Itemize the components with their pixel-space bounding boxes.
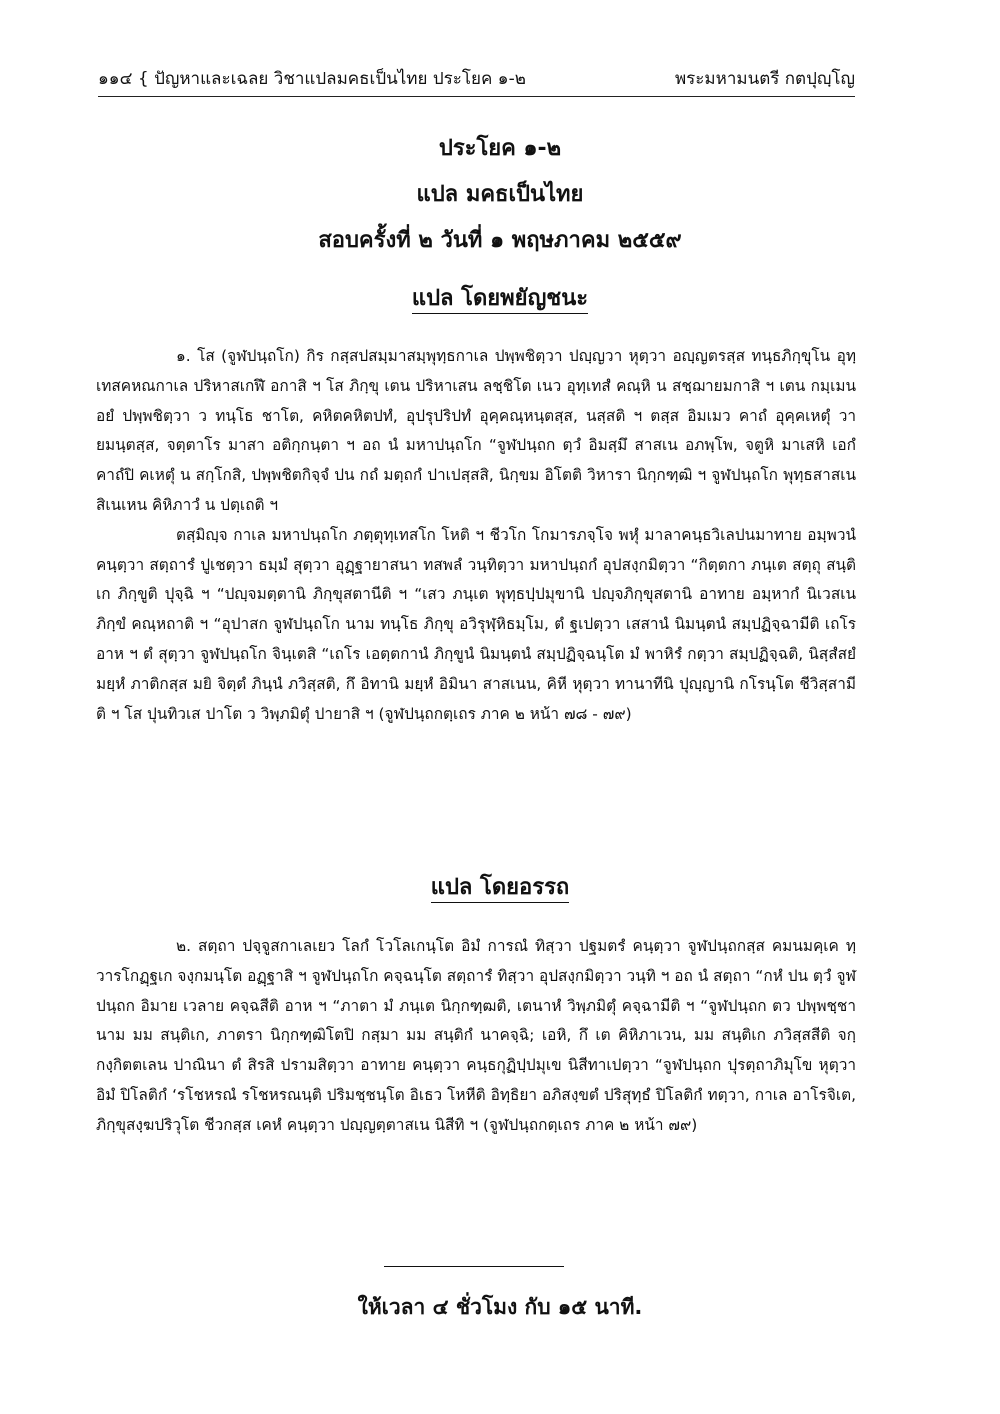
section-heading-literal — [0, 281, 1000, 317]
meaning-passage — [96, 932, 856, 1141]
literal-passage — [96, 342, 856, 729]
time-allowance: ให้เวลา ๔ ชั่วโมง กับ ๑๕ นาที. — [357, 1295, 643, 1319]
passage-paragraph-3: ๒. สตฺถา ปจฺจูสกาเลเยว โลกํ โวโลเกนฺโต อิมํ การณํ ทิสฺวา ปฐมตรํ คนฺตฺวา จูฬปนฺถกสฺส คมนมคฺเค ทฺวารโกฏฺฐเก จงฺกมนฺโต อฏฺฐาสิ ฯ จูฬปนฺถโก คจฺฉนฺโต สตฺถารํ ทิสฺวา อุปสงฺกมิตฺวา วนฺทิ ฯ อถ นํ สตฺถา “กหํ ปน ตฺวํ จูฬปนฺถก อิมาย เวลาย คจฺฉสีติ อาห ฯ “ภาตา มํ ภนฺเต นิกฺกฑฺฒติ, เตนาหํ วิพฺภมิตุํ คจฺฉามีติ ฯ “จูฬปนฺถก ตว ปพฺพชฺชา นาม มม สนฺติเก, ภาตรา นิกฺกฑฺฒิโตปิ กสฺมา มม สนฺติกํ นาคจฺฉิ; เอหิ, กึ เต คิหิภาเวน, มม สนฺติเก ภวิสฺสสีติ จกฺกงฺกิตตเลน ปาณินา ตํ สิรสิ ปรามสิตฺวา อาทาย คนฺตฺวา คนฺธกุฏิปฺปมุเข นิสีทาเปตฺวา “จูฬปนฺถก ปุรตฺถาภิมุโข หุตฺวา อิมํ ปิโลติกํ ‘รโชหรณํ รโชหรณนฺติ ปริมชฺชนฺโต อิเธว โหหีติ อิทฺธิยา อภิสงฺขตํ ปริสุทฺธํ ปิโลติกํ ทตฺวา, กาเล อาโรจิเต, ภิกฺขุสงฺฆปริวุโต ชีวกสฺส เคหํ คนฺตฺวา ปญฺญตฺตาสเน นิสีทิ ฯ (จูฬปนฺถกตฺเถร ภาค ๒ หน้า ๗๙) — [96, 937, 856, 1134]
footer-divider — [384, 1266, 564, 1267]
exam-level-title: ประโยค ๑-๒ — [438, 136, 562, 161]
header-book-title: ๑๑๔ { ปัญหาและเฉลย วิชาแปลมคธเป็นไทย ประโยค ๑-๒ — [98, 69, 526, 89]
section-heading-literal-text: แปล โดยพยัญชนะ — [412, 286, 588, 314]
exam-subject-title: แปล มคธเป็นไทย — [416, 182, 584, 207]
exam-title-block — [0, 126, 1000, 264]
exam-date-title: สอบครั้งที่ ๒ วันที่ ๑ พฤษภาคม ๒๕๕๙ — [318, 228, 682, 253]
passage-paragraph-1: ๑. โส (จูฬปนฺถโก) กิร กสฺสปสมฺมาสมฺพุทฺธกาเล ปพฺพชิตฺวา ปญฺญวา หุตฺวา อญฺญตรสฺส ทนฺธภิกฺขุโน อุทฺเทสคหณกาเล ปริหาสเกฬึ อกาสิ ฯ โส ภิกฺขุ เตน ปริหาเสน ลชฺชิโต เนว อุทฺเทสํ คณฺหิ น สชฺฌายมกาสิ ฯ เตน กมฺเมน อยํ ปพฺพชิตฺวา ว ทนฺโธ ชาโต, คหิตคหิตปทํ, อุปรุปริปทํ อุคฺคณฺหนฺตสฺส, นสฺสติ ฯ ตสฺส อิมเมว คาถํ อุคฺคเหตุํ วายมนฺตสฺส, จตฺตาโร มาสา อติกฺกนฺตา ฯ อถ นํ มหาปนฺถโก “จูฬปนฺถก ตฺวํ อิมสฺมึ สาสเน อภพฺโพ, จตูหิ มาเสหิ เอกํ คาถํปิ คเหตุํ น สกฺโกสิ, ปพฺพชิตกิจฺจํ ปน กถํ มตฺถกํ ปาเปสฺสสิ, นิกฺขม อิโตติ วิหารา นิกฺกฑฺฒิ ฯ จูฬปนฺถโก พุทฺธสาสเน สิเนเหน คิหิภาวํ น ปตฺเถติ ฯ — [96, 347, 856, 514]
page-header — [98, 66, 855, 97]
section-heading-meaning — [0, 870, 1000, 906]
header-author: พระมหามนตรี กตปุญฺโญ — [674, 69, 855, 89]
section-heading-meaning-text: แปล โดยอรรถ — [431, 875, 569, 903]
passage-paragraph-2: ตสฺมิญฺจ กาเล มหาปนฺถโก ภตฺตุทฺเทสโก โหติ ฯ ชีวโก โกมารภจฺโจ พหุํ มาลาคนฺธวิเลปนมาทาย อมฺพวนํ คนฺตฺวา สตฺถารํ ปูเชตฺวา ธมฺมํ สุตฺวา อุฏฺฐายาสนา ทสพลํ วนฺทิตฺวา มหาปนฺถกํ อุปสงฺกมิตฺวา “กิตฺตกา ภนฺเต สตฺถุ สนฺติเก ภิกฺขูติ ปุจฺฉิ ฯ “ปญฺจมตฺตานิ ภิกฺขุสตานีติ ฯ “เสว ภนฺเต พุทฺธปฺปมุขานิ ปญฺจภิกฺขุสตานิ อาทาย อมฺหากํ นิเวสเน ภิกฺขํ คณฺหถาติ ฯ “อุปาสก จูฬปนฺถโก นาม ทนฺโธ ภิกฺขุ อวิรุฬฺหิธมฺโม, ตํ ฐเปตฺวา เสสานํ นิมนฺตนํ สมฺปฏิจฺฉามีติ เถโร อาห ฯ ตํ สุตฺวา จูฬปนฺถโก จินฺเตสิ “เถโร เอตฺตกานํ ภิกฺขูนํ นิมนฺตนํ สมฺปฏิจฺฉนฺโต มํ พาหิรํ กตฺวา สมฺปฏิจฺฉติ, นิสฺสํสยํ มยฺหํ ภาติกสฺส มยิ จิตฺตํ ภินฺนํ ภวิสฺสติ, กึ อิทานิ มยฺหํ อิมินา สาสเนน, คิหี หุตฺวา ทานาทีนิ ปุญฺญานิ กโรนฺโต ชีวิสฺสามีติ ฯ โส ปุนทิวเส ปาโต ว วิพฺภมิตุํ ปายาสิ ฯ (จูฬปนฺถกตฺเถร ภาค ๒ หน้า ๗๘ - ๗๙) — [96, 525, 856, 723]
